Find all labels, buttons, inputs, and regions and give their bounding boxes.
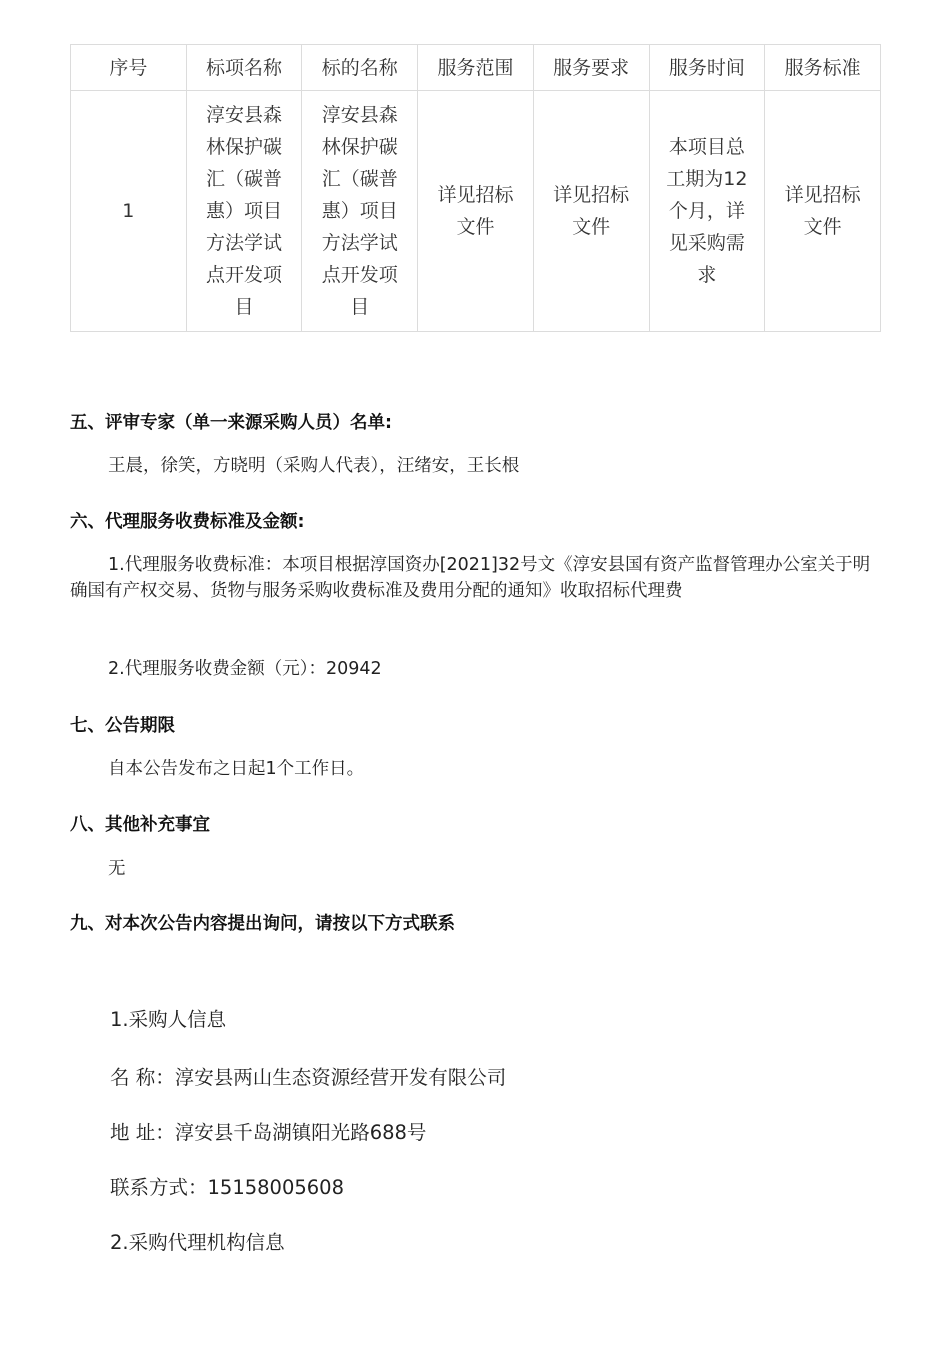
- purchaser-heading: 1.采购人信息: [110, 1008, 227, 1031]
- fee-standard: 1.代理服务收费标准：本项目根据淳国资办[2021]32号文《淳安县国有资产监督管理办公室关于明确国有产权交易、货物与服务采购收费标准及费用分配的通知》收取招标代理费: [70, 555, 871, 601]
- cell-subject-name: 淳安县森林保护碳汇（碳普惠）项目方法学试点开发项目: [302, 91, 418, 332]
- table-row: [71, 91, 881, 332]
- col-header-service-requirement: 服务要求: [533, 45, 649, 91]
- table-header-row: [71, 45, 881, 91]
- section-8-title: 八、其他补充事宜: [70, 815, 210, 835]
- cell-index: 1: [71, 91, 187, 332]
- fee-amount: 2.代理服务收费金额（元）：20942: [108, 659, 382, 679]
- cell-service-time: 本项目总工期为12个月，详见采购需求: [649, 91, 765, 332]
- expert-list: 王晨，徐笑，方晓明（采购人代表），汪绪安，王长根: [108, 456, 520, 476]
- col-header-service-scope: 服务范围: [418, 45, 534, 91]
- cell-service-standard: 详见招标文件: [765, 91, 881, 332]
- section-5-title: 五、评审专家（单一来源采购人员）名单:: [70, 413, 392, 433]
- purchaser-phone: 联系方式：15158005608: [110, 1176, 344, 1199]
- section-7-title: 七、公告期限: [70, 716, 175, 736]
- col-header-subject-name: 标的名称: [302, 45, 418, 91]
- col-header-index: 序号: [71, 45, 187, 91]
- notice-period: 自本公告发布之日起1个工作日。: [108, 759, 365, 779]
- purchaser-address: 地 址：淳安县千岛湖镇阳光路688号: [110, 1121, 427, 1144]
- agency-heading: 2.采购代理机构信息: [110, 1231, 285, 1254]
- col-header-lot-name: 标项名称: [186, 45, 302, 91]
- cell-service-requirement: 详见招标文件: [533, 91, 649, 332]
- col-header-service-time: 服务时间: [649, 45, 765, 91]
- service-table: [70, 44, 881, 332]
- section-9-title: 九、对本次公告内容提出询问，请按以下方式联系: [70, 914, 455, 934]
- purchaser-name: 名 称：淳安县两山生态资源经营开发有限公司: [110, 1066, 507, 1089]
- section-6-title: 六、代理服务收费标准及金额:: [70, 512, 305, 532]
- cell-service-scope: 详见招标文件: [418, 91, 534, 332]
- col-header-service-standard: 服务标准: [765, 45, 881, 91]
- cell-lot-name: 淳安县森林保护碳汇（碳普惠）项目方法学试点开发项目: [186, 91, 302, 332]
- other-matters: 无: [108, 859, 126, 879]
